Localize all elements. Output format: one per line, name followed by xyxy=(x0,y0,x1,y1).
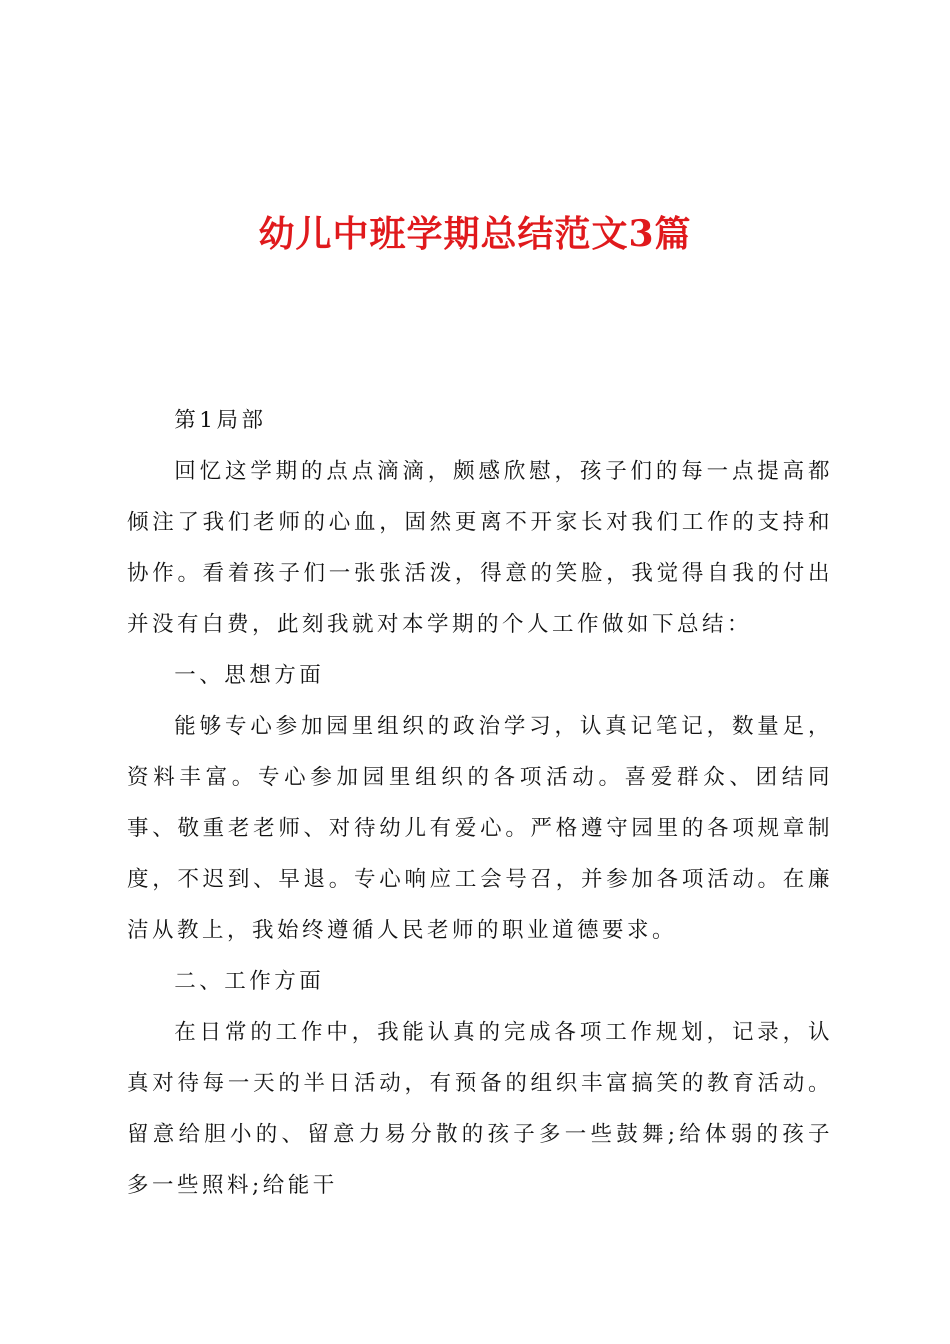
paragraph-work: 在日常的工作中，我能认真的完成各项工作规划，记录，认真对待每一天的半日活动，有预备的组织丰富搞笑的教育活动。留意给胆小的、留意力易分散的孩子多一些鼓舞;给体弱的孩子多一些照料;给能干 xyxy=(127,1020,833,1198)
document-title: 幼儿中班学期总结范文3篇 xyxy=(258,213,692,255)
section-heading-thought: 一、思想方面 xyxy=(174,663,325,688)
paragraph-thought: 能够专心参加园里组织的政治学习，认真记笔记，数量足，资料丰富。专心参加园里组织的各项活动。喜爱群众、团结同事、敬重老老师、对待幼儿有爱心。严格遵守园里的各项规章制度，不迟到、早退。专心响应工会号召，并参加各项活动。在廉洁从教上，我始终遵循人民老师的职业道德要求。 xyxy=(127,714,833,943)
section-heading-part-1: 第1局部 xyxy=(174,408,267,433)
paragraph-intro: 回忆这学期的点点滴滴，颇感欣慰，孩子们的每一点提高都倾注了我们老师的心血，固然更离不开家长对我们工作的支持和协作。看着孩子们一张张活泼，得意的笑脸，我觉得自我的付出并没有白费，此刻我就对本学期的个人工作做如下总结： xyxy=(127,459,833,637)
section-heading-work: 二、工作方面 xyxy=(174,969,325,994)
document-body xyxy=(127,395,833,1211)
